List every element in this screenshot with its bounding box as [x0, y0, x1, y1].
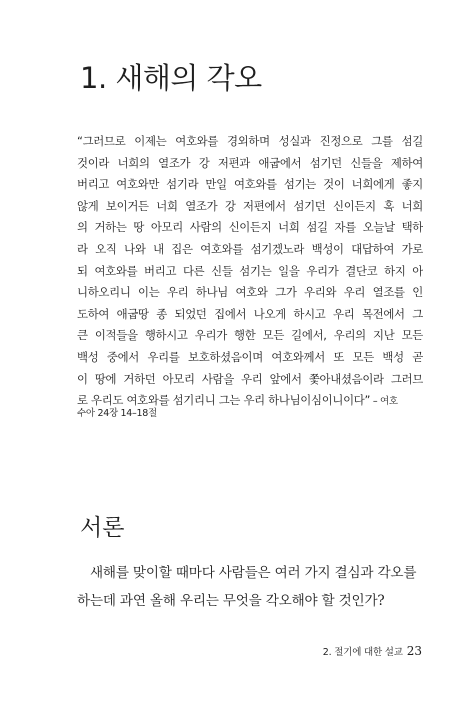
scripture-reference-start: – 여호	[370, 396, 398, 408]
quote-line: 의 거하는 땅 아모리 사람의 신이든지 너희 섬길 자를 오늘날 택하	[77, 220, 423, 235]
body-line: 하는데 과연 올해 우리는 무엇을 각오해야 할 것인가?	[77, 592, 385, 609]
quote-line: 도하여 애굽땅 종 되었던 집에서 나오게 하시고 우리 목전에서 그	[77, 306, 423, 321]
quote-line: 이 땅에 거하던 아모리 사람을 우리 앞에서 쫓아내셨음이라 그러므	[77, 371, 423, 386]
running-footer	[323, 640, 422, 659]
quote-line: 것이라 너희의 열조가 강 저편과 애굽에서 섬기던 신들을 제하여	[77, 155, 423, 170]
quote-line: 라 오직 나와 내 집은 여호와를 섬기겠노라 백성이 대답하여 가로	[77, 241, 423, 256]
quote-line: 백성 중에서 우리를 보호하셨음이며 여호와께서 또 모든 백성 곧	[77, 349, 423, 364]
footer-chapter-label: 2. 절기에 대한 설교	[322, 647, 403, 658]
body-line: 새해를 맞이할 때마다 사람들은 여러 가지 결심과 각오를	[90, 565, 417, 581]
quote-line-text: 로 우리도 여호와를 섬기리니 그는 우리 하나님이심이니이다”	[77, 393, 371, 408]
chapter-title: 1. 새해의 각오	[80, 61, 262, 95]
quote-line: 큰 이적들을 행하시고 우리가 행한 모든 길에서, 우리의 지난 모든	[77, 328, 423, 343]
scripture-quote	[77, 131, 423, 412]
quote-line: “그러므로 이제는 여호와를 경외하며 성실과 진정으로 그를 섬길	[77, 134, 423, 148]
quote-line: 니하오리니 이는 우리 하나님 여호와 그가 우리와 우리 열조를 인	[77, 285, 423, 300]
scripture-reference: 수아 24장 14–18절	[77, 408, 157, 419]
quote-line: 버리고 여호와만 섬기라 만일 여호와를 섬기는 것이 너희에게 좋지	[77, 177, 423, 192]
page-number: 23	[406, 644, 422, 658]
section-body	[77, 560, 423, 615]
section-heading: 서론	[80, 515, 125, 541]
quote-line: 되 여호와를 버리고 다른 신들 섬기는 일을 우리가 결단코 하지 아	[77, 263, 423, 278]
quote-line: 않게 보이거든 너희 열조가 강 저편에서 섬기던 신이든지 혹 너희	[77, 198, 423, 213]
